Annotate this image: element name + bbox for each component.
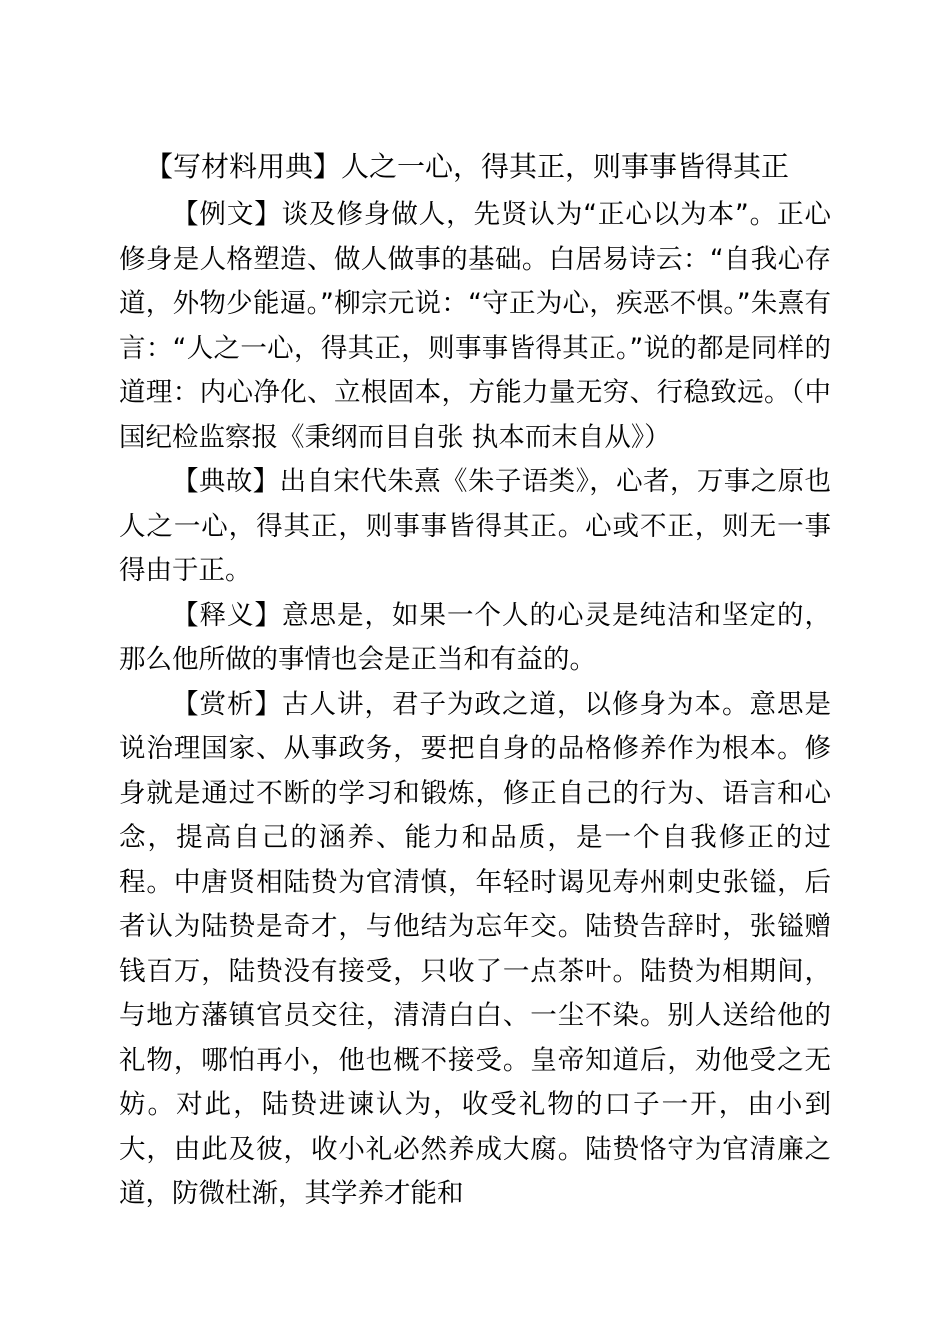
paragraph-example: 【例文】谈及修身做人，先贤认为“正心以为本”。正心修身是人格塑造、做人做事的基础。白居易诗云：“自我心存道，外物少能逼。”柳宗元说：“守正为心，疾恶不惧。”朱熹有言：“人之一心，得其正，则事事皆得其正。”说的都是同样的道理：内心净化、立根固本，方能力量无穷、行稳致远。（中国纪检监察报《秉纲而目自张 执本而末自从》） <box>119 199 831 453</box>
document-title: 【写材料用典】人之一心，得其正，则事事皆得其正 <box>145 150 790 183</box>
paragraph-allusion: 【典故】出自宋代朱熹《朱子语类》，心者，万事之原也人之一心，得其正，则事事皆得其正。心或不正，则无一事得由于正。 <box>119 466 831 586</box>
paragraph-appreciation: 【赏析】古人讲，君子为政之道，以修身为本。意思是说治理国家、从事政务，要把自身的品格修养作为根本。修身就是通过不断的学习和锻炼，修正自己的行为、语言和心念，提高自己的涵养、能力和品质，是一个自我修正的过程。中唐贤相陆贽为官清慎，年轻时谒见寿州刺史张镒，后者认为陆贽是奇才，与他结为忘年交。陆贽告辞时，张镒赠钱百万，陆贽没有接受，只收了一点茶叶。陆贽为相期间，与地方藩镇官员交往，清清白白、一尘不染。别人送给他的礼物，哪怕再小，他也概不接受。皇帝知道后，劝他受之无妨。对此，陆贽进谏认为，收受礼物的口子一开，由小到大，由此及彼，收小礼必然养成大腐。陆贽恪守为官清廉之道，防微杜渐，其学养才能和 <box>119 688 831 1209</box>
document-body <box>119 193 831 1217</box>
paragraph-meaning: 【释义】意思是，如果一个人的心灵是纯洁和坚定的，那么他所做的事情也会是正当和有益的。 <box>119 599 831 675</box>
